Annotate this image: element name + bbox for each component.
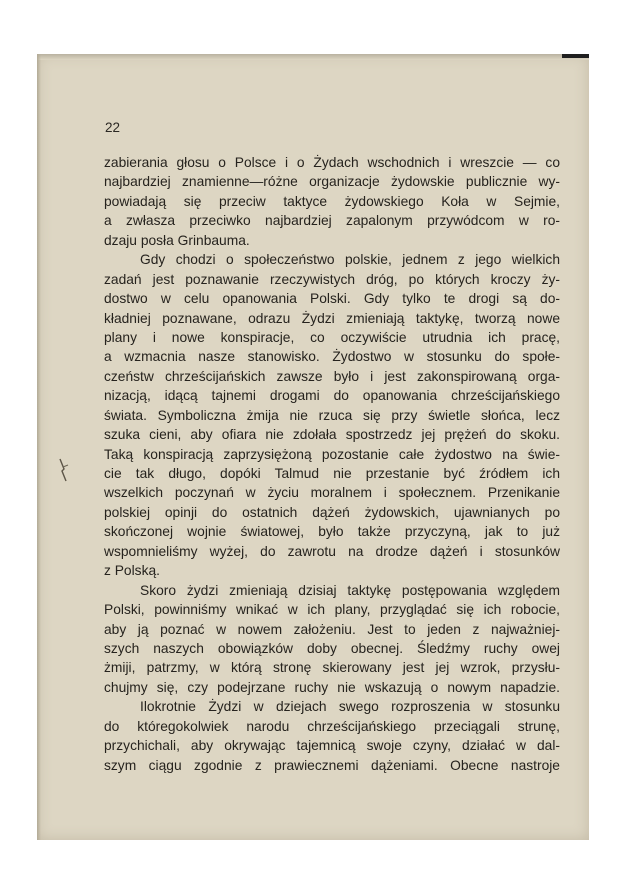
text-line: zadań jest poznawanie rzeczywistych dróg, po których kroczy ży- [104,271,560,287]
page-number: 22 [105,120,121,135]
text-line: najbardziej znamienne—różne organizacje żydowskie publicznie wy- [104,174,560,190]
text-line: cie tak długo, dopóki Talmud nie przestanie być źródłem ich [104,466,560,481]
text-line: żmiji, patrzmy, w którą stronę skierowany jest jej wzrok, przysłu- [104,660,560,676]
text-line: plany i nowe konspiracje, co oczywiście utrudnia ich pracę, [104,329,560,345]
book-page [37,54,589,840]
text-line: szych naszych obowiązków doby obecnej. Śledźmy ruchy owej [104,640,560,656]
text-line: dostwo w celu opanowania Polski. Gdy tylko te drogi są do- [104,291,560,307]
text-line: nizacją, idącą tajnemi drogami do opanowania chrześcijańskiego [104,388,560,404]
text-line: Ilokrotnie Żydzi w dziejach swego rozproszenia w stosunku [140,699,560,715]
text-line: szym ciągu zgodnie z prawiecznemi dążeniami. Obecne nastroje [104,757,560,773]
text-line: powiadają się przeciw taktyce żydowskiego Koła w Sejmie, [104,193,560,209]
text-line: a zwłasza przeciwko najbardziej zapalonym przywódcom w ro- [104,213,560,229]
text-line: skończonej wojnie światowej, było także przyczyną, jak to już [104,524,560,540]
text-line: aby ją poznać w nowem założeniu. Jest to jeden z najważniej- [104,621,560,637]
text-line: z Polską. [104,563,160,579]
text-line: Taką konspiracją zaprzysiężoną pozostanie całe żydostwo na świe- [104,446,560,462]
page-top-edge [37,54,589,60]
text-line: wszelkich poczynań w życiu moralnem i społecznem. Przenikanie [104,485,560,501]
margin-ink-mark-icon [57,457,71,483]
text-line: czeństw chrześcijańskich zawsze było i jest zakonspirowaną orga- [104,368,560,384]
text-line: kładniej poznawane, odrazu Żydzi zmieniają taktykę, tworzą nowe [104,310,560,326]
text-line: szuka cieni, aby ofiara nie zdołała spostrzedz jej prężeń do skoku. [104,427,560,443]
page-gutter-shadow [37,54,41,840]
text-line: Polski, powinniśmy wnikać w ich plany, przyglądać się ich robocie, [104,602,560,618]
text-line: chujmy się, czy podejrzane ruchy nie wskazują o nowym napadzie. [104,679,560,695]
text-line: a wzmacnia nasze stanowisko. Żydostwo w stosunku do społe- [104,349,560,365]
text-line: Skoro żydzi zmieniają dzisiaj taktykę postępowania względem [140,582,560,598]
scan-corner-mark [562,54,589,58]
body-text [104,153,560,775]
text-line: Gdy chodzi o społeczeństwo polskie, jednem z jego wielkich [140,252,560,268]
text-line: polskiej opinji do ostatnich dążeń żydowskich, ujawnianych po [104,504,560,520]
text-line: dzaju posła Grinbauma. [104,232,250,248]
text-line: do któregokolwiek narodu chrześcijańskiego przeciągali strunę, [104,718,560,734]
text-line: wspomnieliśmy wyżej, do zawrotu na drodze dążeń i stosunków [104,543,560,559]
text-line: świata. Symboliczna żmija nie rzuca się przy świetle słońca, lecz [104,407,560,423]
text-line: przychichali, aby okrywając tajemnicą swoje czyny, działać w dal- [104,738,560,754]
text-line: zabierania głosu o Polsce i o Żydach wschodnich i wreszcie — co [104,155,560,170]
